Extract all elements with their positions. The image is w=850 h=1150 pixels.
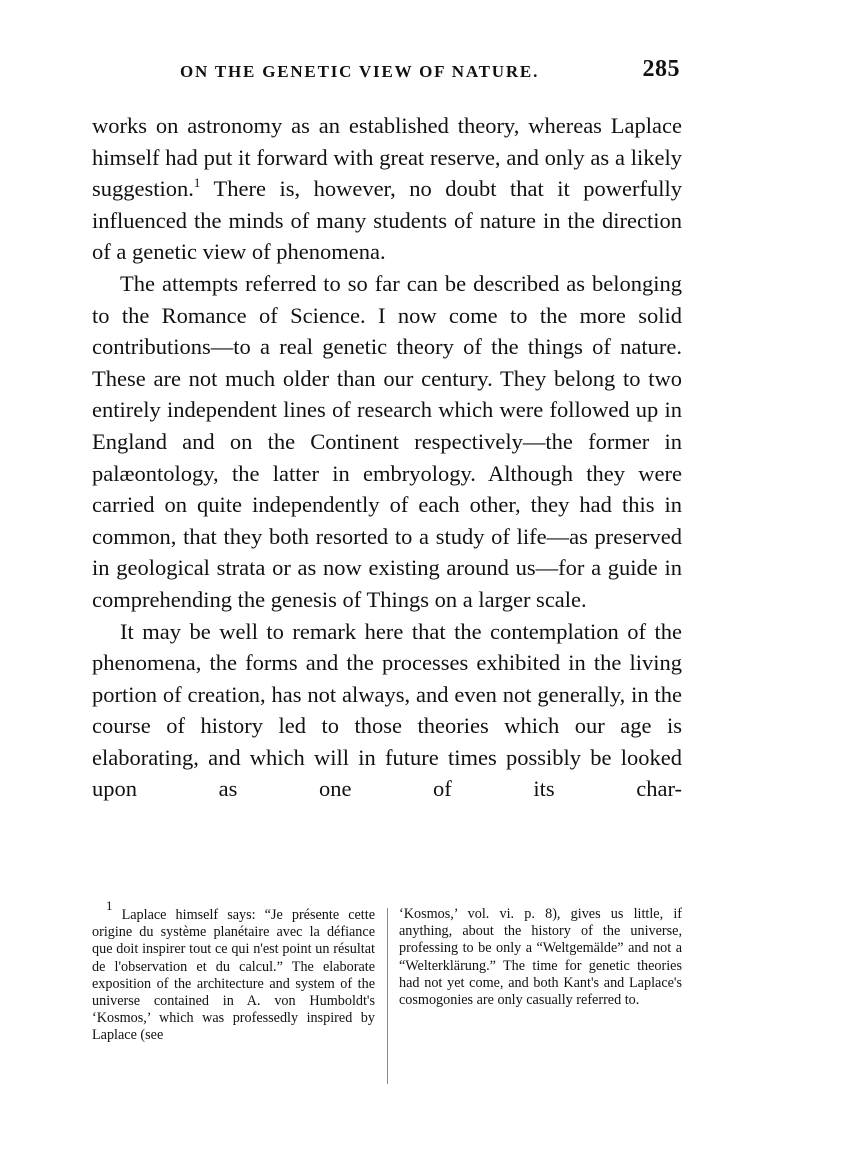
paragraph-1-text-a: works on astronomy as an established theory, whereas Laplace himself had put it forward with great reserve, and only as a likely suggestion. — [92, 113, 682, 202]
paragraph-1-text-b: There is, however, no doubt that it powerfully influenced the minds of many students of nature in the direction of a genetic view of phenomena. — [92, 176, 682, 265]
footnote-column-left — [92, 898, 375, 1084]
footnote-divider — [387, 908, 388, 1084]
footnote-marker: 1 — [106, 898, 113, 913]
body-text — [92, 110, 682, 805]
paragraph-2: The attempts referred to so far can be described as belonging to the Romance of Science. I now come to the more solid contributions—to a real genetic theory of the things of nature. These are not much older than our century. They belong to two entirely independent lines of research which were followed up in England and on the Continent respectively—the former in palæontology, the latter in embryology. Although they were carried on quite independently of each other, they had this in common, that they both resorted to a study of life—as preserved in geological strata or as now existing around us—for a guide in comprehending the genesis of Things on a larger scale. — [92, 270, 682, 612]
running-head — [92, 56, 682, 90]
page-number: 285 — [642, 56, 680, 82]
footnotes — [92, 898, 682, 1084]
footnote-left-body: Laplace himself says: “Je présente cette origine du système planétaire avec la défiance que doit inspirer tout ce qui n'est point un résultat de l'observation et du calcul.” The elaborate exposition of the architecture and system of the universe contained in A. von Humboldt's ‘Kosmos,’ which was professedly inspired by Laplace (see — [92, 907, 375, 1044]
footnote-left-text — [92, 898, 375, 1045]
paragraph-1 — [92, 110, 682, 268]
footnote-column-right — [399, 906, 682, 1084]
footnote-right-text: ‘Kosmos,’ vol. vi. p. 8), gives us little, if anything, about the history of the universe, professing to be only a “Weltgemälde” and not a “Welterklärung.” The time for genetic theories had not yet come, and both Kant's and Laplace's cosmogonies are only casually referred to. — [399, 906, 682, 1009]
footnote-reference: 1 — [193, 175, 201, 191]
paragraph-3: It may be well to remark here that the contemplation of the phenomena, the forms and the processes exhibited in the living portion of creation, has not always, and even not generally, in the course of history led to those theories which our age is elaborating, and which will in future times possibly be looked upon as one of its char- — [92, 618, 682, 802]
running-title: ON THE GENETIC VIEW OF NATURE. — [180, 62, 540, 81]
